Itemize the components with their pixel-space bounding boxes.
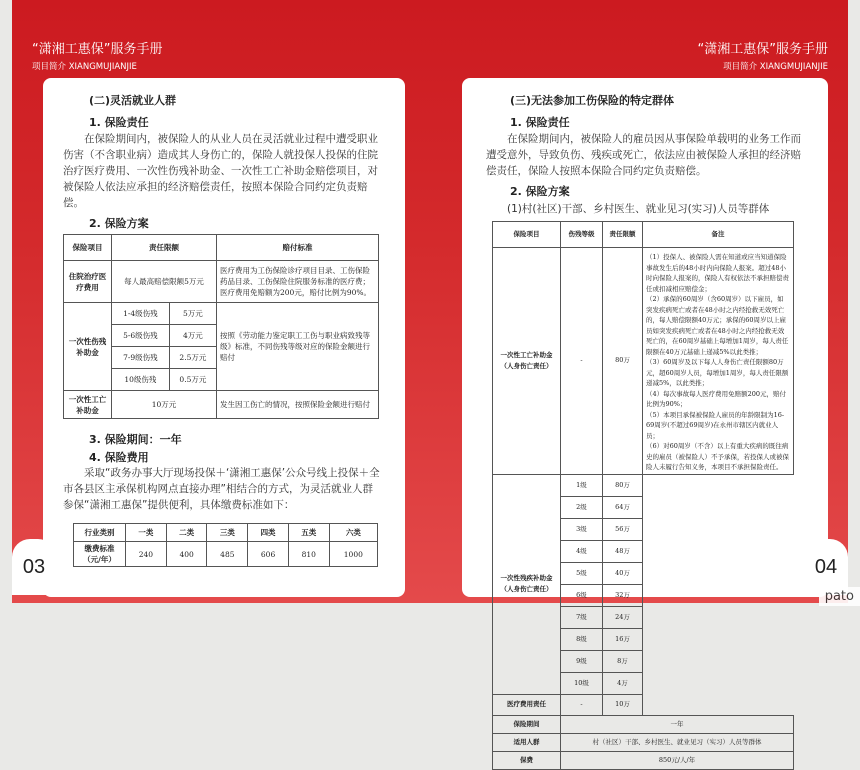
left-header	[32, 38, 162, 72]
manual-subtitle: 项目简介 XIANGMUJIANJIE	[32, 62, 137, 72]
paragraph: 在保险期间内，被保险人的从业人员在灵活就业过程中遭受职业伤害（不含职业病）造成其人身伤亡的，保险人就投保人投保的住院治疗医疗费用、一次性伤残补助金、一次性工亡补助金赔偿项目，对被保险人依法应承担的经济赔偿责任，按照本保险合同约定负责赔偿。	[63, 133, 378, 209]
left-page-card	[43, 78, 405, 597]
table-row: 10级 4万	[493, 672, 794, 694]
table-row: 2级 64万	[493, 496, 794, 518]
table-row: 4级 48万	[493, 540, 794, 562]
fee-table: 行业类别 一类 二类 三类 四类 五类 六类 缴费标准（元/年） 240 400 485 606 810 1000	[73, 523, 378, 567]
page-number: 03	[12, 539, 56, 595]
manual-subtitle: 项目简介 XIANGMUJIANJIE	[723, 62, 828, 72]
section-title: (二)灵活就业人群	[89, 94, 177, 107]
table-row: 3级 56万	[493, 518, 794, 540]
sub-heading: (1)村(社区)干部、乡村医生、就业见习(实习)人员等群体	[507, 203, 770, 215]
table-row: 7级 24万	[493, 606, 794, 628]
table-row: 8级 16万	[493, 628, 794, 650]
heading: 3. 保险期间：一年	[89, 433, 182, 446]
table-row: 9级 8万	[493, 650, 794, 672]
heading: 2. 保险方案	[89, 217, 149, 230]
heading: 2. 保险方案	[510, 185, 570, 198]
manual-title: “潇湘工惠保”服务手册	[697, 42, 828, 57]
notes-cell: （1）投保人、被保险人需在知道或应当知道保险事故发生后的48小时内向保险人报案。超过48小时向保险人报案的，保险人有权依法不承担赔偿责任或扣减相应赔偿金； （2）承保的60周岁（含60周岁）以下雇员，如突发疾病死亡或者在48小时之内经抢救无效死亡的，每人赔偿限额40万元；承保的60周岁以上雇员如突发疾病死亡或者在48小时之内经抢救无效死亡的，在60周岁基础上每增加1周岁，每人责任限额在40万元基础上递减5%以此类推； （3）60周岁及以下每人人身伤亡责任限额80万元，超60周岁人员，每增加1周岁，每人责任限额递减5%，以此类推； （4）每次事故每人医疗费用免赔额200元，赔付比例为90%； （5）本项目承保被保险人雇员的年龄限制为16-69周岁(不超过69周岁)在永州市辖区内就业人员； （6）对60周岁（不含）以上有重大疾病的既往病史的雇员（被保险人）不予承保，若投保人或被保险人未履行告知义务，本项目不承担保险责任。	[643, 248, 794, 475]
table-row: 5级 40万	[493, 562, 794, 584]
paragraph: 采取“政务办事大厅现场投保＋‘潇湘工惠保’公众号线上投保＋全市各县区主承保机构网点直接办理”相结合的方式，为灵活就业人群参保“潇湘工惠保”提供便利，具体缴费标准如下：	[63, 467, 380, 511]
manual-title: “潇湘工惠保”服务手册	[32, 42, 163, 57]
watermark: pato	[819, 587, 860, 606]
section-title: (三)无法参加工伤保险的特定群体	[510, 94, 675, 107]
heading: 1. 保险责任	[89, 116, 149, 129]
paragraph: 在保险期间内，被保险人的雇员因从事保险单载明的业务工作而遭受意外，导致负伤、残疾或死亡，依法应由被保险人承担的经济赔偿责任，保险人按照本保险合同约定负责赔偿。	[486, 133, 801, 177]
brochure-spread	[12, 0, 848, 764]
right-header	[698, 38, 828, 72]
plan-table: 保险项目 伤残等级 责任限额 备注 一次性工亡补助金（人身伤亡责任） - 80万 （1）投保人、被保险人需在知道或应当知道保险事故发生后的48小时内向保险人报案。超过48小时向保险人报案的，保险人有权依法不承担赔偿责任或扣减相应赔偿金； （2）承保的60周岁（含60周岁）以下雇员，如突发疾病死亡或者在48小时之内经抢救无效死亡的，每人赔偿限额40万元；承保的60周岁以上雇员如突发疾病死亡或者在48小时之内经抢救无效死亡的，在60周岁基础上每增加1周岁，每人责任限额在40万元基础上递减5%以此类推； （3）60周岁及以下每人人身伤亡责任限额80万元，超60周岁人员，每增加1周岁，每人责任限额递减5%，以此类推； （4）每次事故每人医疗费用免赔额200元，赔付比例为90%； （5）本项目承保被保险人雇员的年龄限制为16-69周岁(不超过69周岁)在永州市辖区内就业人员； （6）对60周岁（不含）以上有重大疾病的既往病史的雇员（被保险人）不予承保，若投保人或被保险人未履行告知义务，本项目不承担保险责任。 一次性残疾补助金（人身伤亡责任） 1级 80万 2级 64万 3级 56万 4级 48万 5级 40万 6级 32万 7级 24万 8级 16万 9级 8万 10级 4万 医疗费用责任 - 10万 保险期间 一年 适用人群 村（社区）干部、乡村医生、就业见习（实习）人员等群体 保费 850元/人/年	[492, 221, 794, 770]
right-page-card	[462, 78, 828, 764]
heading: 4. 保险费用	[89, 451, 149, 464]
table-row: 6级 32万	[493, 584, 794, 606]
page-number: 04	[804, 539, 848, 595]
plan-table: 保险项目 责任限额 赔付标准 住院治疗医疗费用 每人最高赔偿限额5万元 医疗费用为工伤保险诊疗项目目录、工伤保险药品目录、工伤保险住院服务标准的医疗费；医疗费用免赔额为200元，赔付比例为90%。 一次性伤残补助金 1-4级伤残 5万元 按照《劳动能力鉴定职工工伤与职业病致残等级》标准，不同伤残等级对应的保险金额进行赔付 5-6级伤残 4万元 7-9级伤残 2.5万元 10级伤残 0.5万元 一次性工亡补助金 10万元 发生因工伤亡的情况，按照保险金额进行赔付	[63, 234, 379, 419]
table-row: 一次性残疾补助金（人身伤亡责任） 1级 80万	[493, 474, 794, 496]
heading: 1. 保险责任	[510, 116, 570, 129]
